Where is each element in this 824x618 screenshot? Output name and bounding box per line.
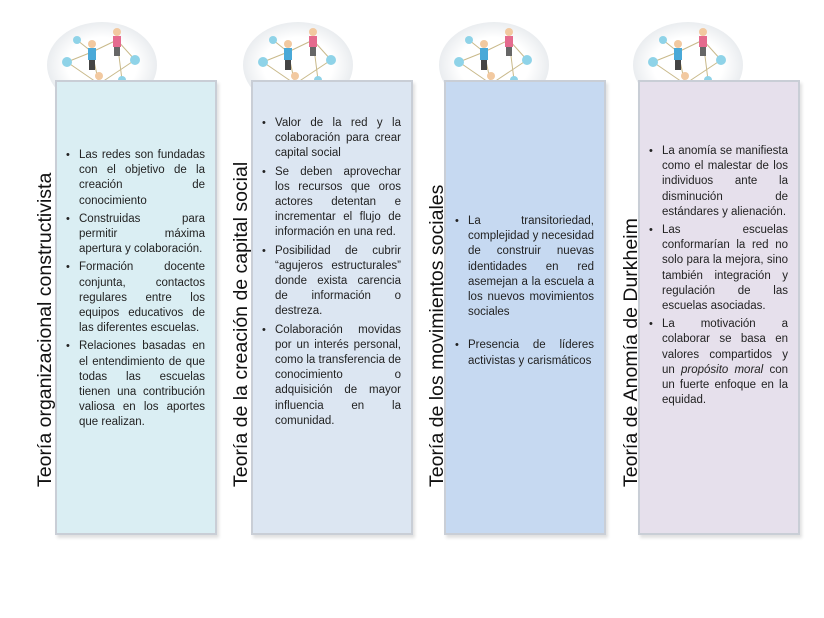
list-item: • Relaciones basadas en el entendimiento de que todas las escuelas tienen una contribución valiosa en los aportes que realizan. <box>79 339 205 430</box>
list-item: • La motivación a colaborar se basa en valores compartidos y un propósito moral con un fuerte enfoque en la equidad. <box>662 317 788 408</box>
list-item: • Construidas para permitir máxima apertura y colaboración. <box>79 212 205 258</box>
list-item: • Formación docente conjunta, contactos regulares entre los equipos educativos de las diferentes escuelas. <box>79 260 205 336</box>
content-card <box>638 80 800 535</box>
list-item: • Se deben aprovechar los recursos que oros actores detentan e incrementar el flujo de información en una red. <box>275 165 401 241</box>
column-title: Teoría de los movimientos sociales <box>426 184 448 487</box>
content-card <box>55 80 217 535</box>
bullet-list <box>253 82 411 429</box>
bullet-list <box>446 82 604 369</box>
column-anomia-durkheim <box>616 0 816 560</box>
column-movimientos-sociales <box>422 0 622 560</box>
bullet-list <box>57 82 215 431</box>
list-item: • La transitoriedad, complejidad y necesidad de construir nuevas identidades en red asemejan a la escuela a los nuevos movimientos sociales <box>468 214 594 320</box>
list-item: • Colaboración movidas por un interés personal, como la transferencia de conocimiento o adquisición de mayor influencia en la comunidad. <box>275 323 401 429</box>
content-card <box>251 80 413 535</box>
list-item: • Presencia de líderes activistas y carismáticos <box>468 338 594 368</box>
list-item: • Las escuelas conformarían la red no solo para la mejora, sino también integración y regulación de las escuelas asociadas. <box>662 223 788 314</box>
column-title: Teoría de Anomía de Durkheim <box>620 218 642 487</box>
column-constructivista <box>30 0 230 560</box>
list-item: • Posibilidad de cubrir “agujeros estructurales” donde exista carencia de información o destreza. <box>275 244 401 320</box>
list-item: • La anomía se manifiesta como el malestar de los individuos ante la disminución de estándares y alienación. <box>662 144 788 220</box>
emphasis-text: propósito moral <box>680 363 764 376</box>
content-card <box>444 80 606 535</box>
list-item: • Valor de la red y la colaboración para crear capital social <box>275 116 401 162</box>
bullet-list <box>640 82 798 408</box>
list-item: • Las redes son fundadas con el objetivo de la creación de conocimiento <box>79 148 205 209</box>
column-title: Teoría de la creación de capital social <box>230 161 252 487</box>
column-title: Teoría organizacional constructivista <box>34 172 56 487</box>
column-capital-social <box>226 0 426 560</box>
